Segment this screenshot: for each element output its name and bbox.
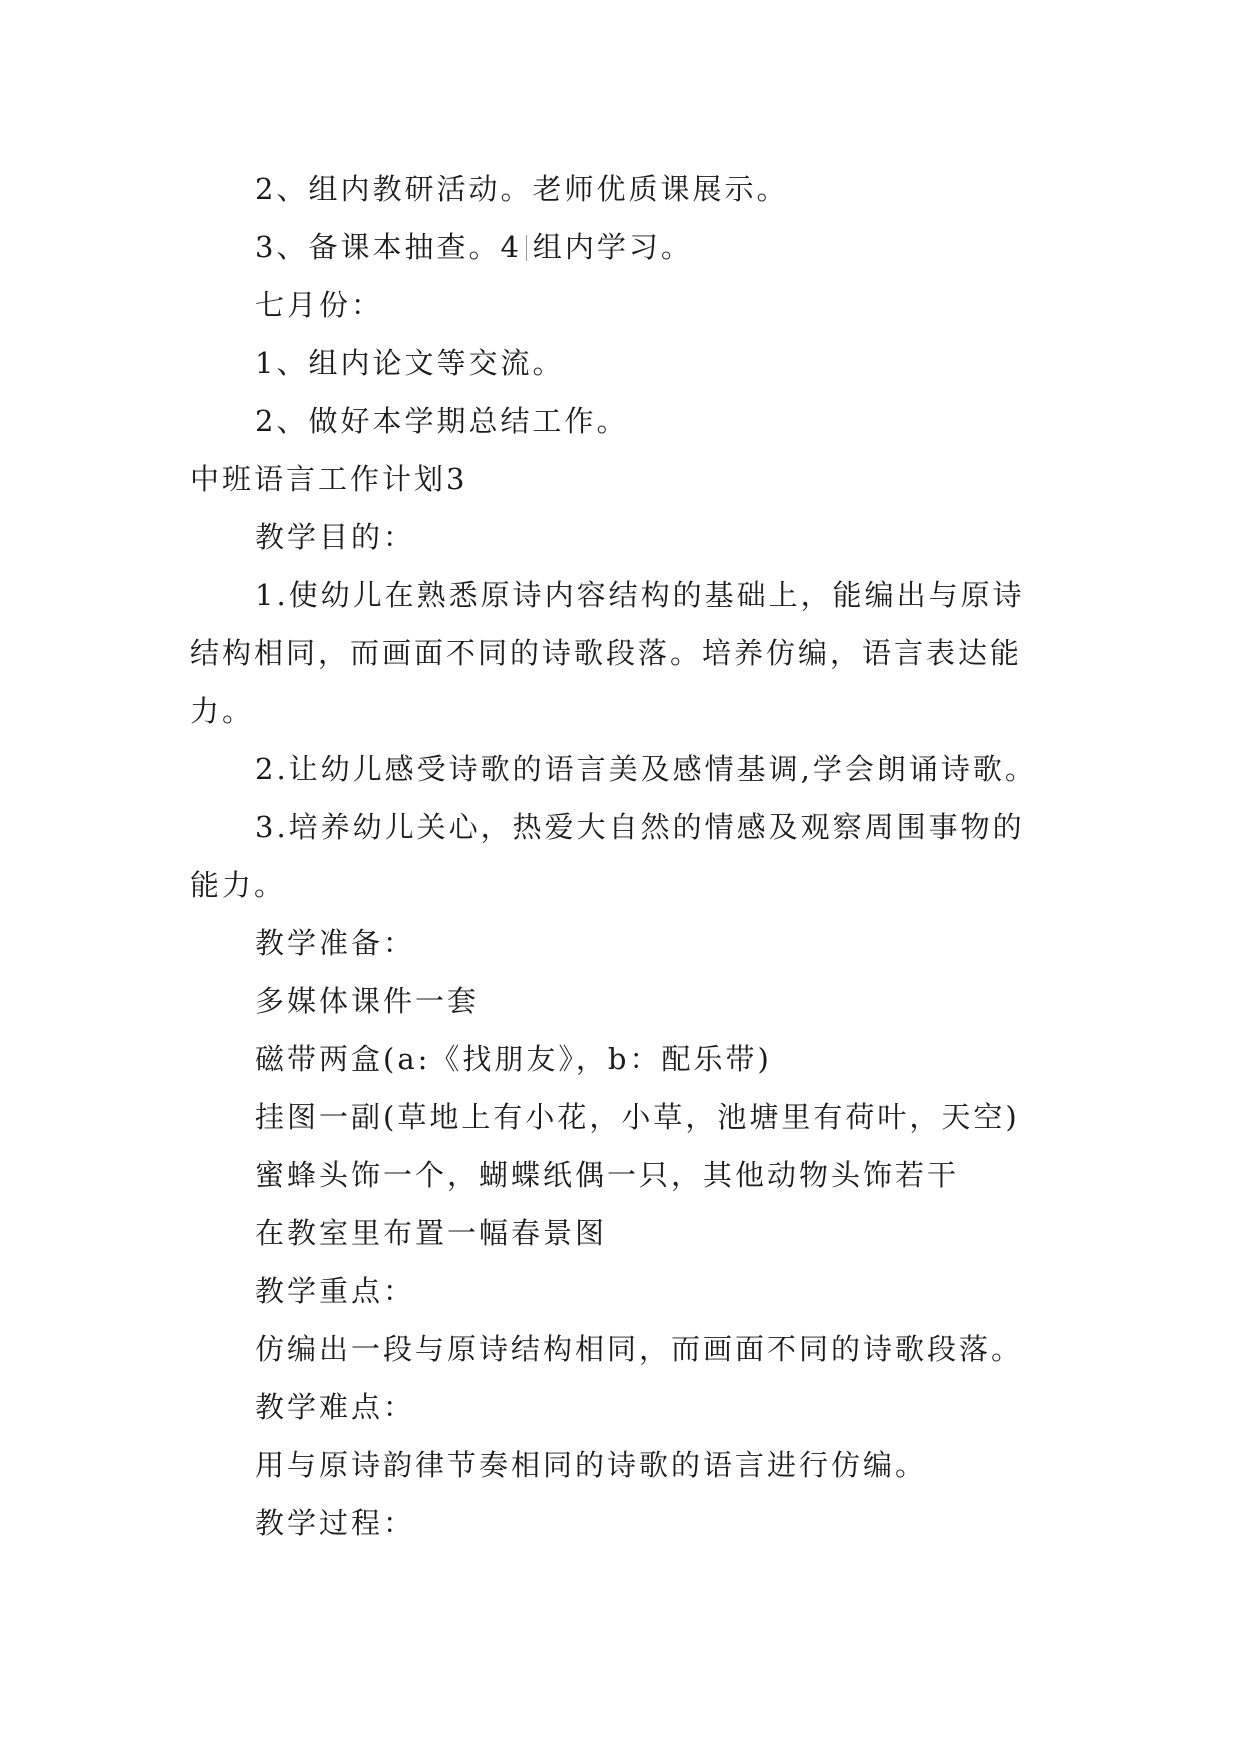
line-text-before: 3、备课本抽查。4 <box>255 230 522 264</box>
paragraph-line: 结构相同，而画面不同的诗歌段落。培养仿编，语言表达能 <box>190 636 1023 670</box>
paragraph-line: 3.培养幼儿关心，热爱大自然的情感及观察周围事物的 <box>255 810 1025 844</box>
section-heading: 教学重点： <box>255 1274 416 1308</box>
paragraph-line: 仿编出一段与原诗结构相同，而画面不同的诗歌段落。 <box>255 1332 1024 1366</box>
section-heading: 教学准备： <box>255 926 416 960</box>
section-heading: 教学过程： <box>255 1506 416 1540</box>
section-heading: 七月份： <box>255 288 384 322</box>
paragraph-line <box>190 218 1070 276</box>
line-text-after: 组内学习。 <box>532 230 693 264</box>
paragraph-line: 1.使幼儿在熟悉原诗内容结构的基础上，能编出与原诗 <box>255 578 1025 612</box>
paragraph-line: 用与原诗韵律节奏相同的诗歌的语言进行仿编。 <box>255 1448 928 1482</box>
text-cursor-icon <box>526 235 527 261</box>
paragraph-line: 1、组内论文等交流。 <box>255 346 565 380</box>
paragraph-line: 蜜蜂头饰一个，蝴蝶纸偶一只，其他动物头饰若干 <box>255 1158 960 1192</box>
paragraph-line: 力。 <box>190 694 255 728</box>
paragraph-line: 挂图一副(草地上有小花，小草，池塘里有荷叶，天空) <box>255 1100 1020 1134</box>
paragraph-line: 2、做好本学期总结工作。 <box>255 404 629 438</box>
document-body <box>190 160 1070 1552</box>
document-title: 中班语言工作计划3 <box>190 462 468 496</box>
paragraph-line: 2、组内教研活动。老师优质课展示。 <box>255 172 789 206</box>
paragraph-line: 磁带两盒(a:《找朋友》，b：配乐带) <box>255 1042 772 1076</box>
section-heading: 教学目的： <box>255 520 416 554</box>
paragraph-line: 在教室里布置一幅春景图 <box>255 1216 608 1250</box>
section-heading: 教学难点： <box>255 1390 416 1424</box>
paragraph-line: 能力。 <box>190 868 287 902</box>
paragraph-line: 多媒体课件一套 <box>255 984 480 1018</box>
paragraph-line: 2.让幼儿感受诗歌的语言美及感情基调,学会朗诵诗歌。 <box>255 752 1037 786</box>
